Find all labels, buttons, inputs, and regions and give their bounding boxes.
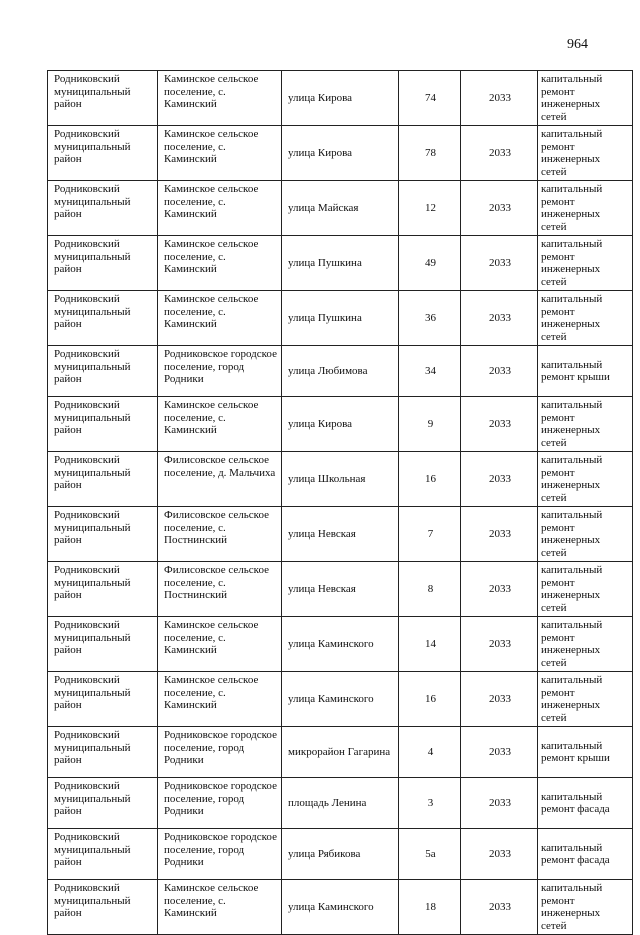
table-row	[48, 672, 633, 727]
street-cell: улица Невская	[282, 507, 399, 562]
table-row	[48, 880, 633, 935]
table-row	[48, 727, 633, 778]
table-row	[48, 829, 633, 880]
house-number-cell: 3	[399, 778, 461, 829]
district-cell: Родниковский муниципальный район	[48, 291, 158, 346]
house-number-cell: 16	[399, 672, 461, 727]
year-cell: 2033	[461, 126, 538, 181]
page-number: 964	[567, 37, 588, 52]
district-cell: Родниковский муниципальный район	[48, 507, 158, 562]
settlement-cell: Каминское сельское поселение, с. Каминский	[158, 291, 282, 346]
street-cell: улица Пушкина	[282, 236, 399, 291]
district-cell: Родниковский муниципальный район	[48, 346, 158, 397]
table-row	[48, 452, 633, 507]
work-type-cell: капитальный ремонт инженерных сетей	[538, 562, 633, 617]
street-cell: улица Кирова	[282, 71, 399, 126]
house-number-cell: 49	[399, 236, 461, 291]
work-type-cell: капитальный ремонт инженерных сетей	[538, 397, 633, 452]
work-type-cell: капитальный ремонт инженерных сетей	[538, 181, 633, 236]
settlement-cell: Каминское сельское поселение, с. Каминский	[158, 181, 282, 236]
district-cell: Родниковский муниципальный район	[48, 672, 158, 727]
district-cell: Родниковский муниципальный район	[48, 71, 158, 126]
year-cell: 2033	[461, 880, 538, 935]
district-cell: Родниковский муниципальный район	[48, 829, 158, 880]
settlement-cell: Филисовское сельское поселение, д. Мальчиха	[158, 452, 282, 507]
settlement-cell: Каминское сельское поселение, с. Каминский	[158, 672, 282, 727]
year-cell: 2033	[461, 236, 538, 291]
table-row	[48, 71, 633, 126]
district-cell: Родниковский муниципальный район	[48, 236, 158, 291]
street-cell: улица Каминского	[282, 617, 399, 672]
street-cell: улица Майская	[282, 181, 399, 236]
year-cell: 2033	[461, 397, 538, 452]
settlement-cell: Каминское сельское поселение, с. Каминский	[158, 236, 282, 291]
house-number-cell: 18	[399, 880, 461, 935]
district-cell: Родниковский муниципальный район	[48, 126, 158, 181]
street-cell: улица Школьная	[282, 452, 399, 507]
table-row	[48, 291, 633, 346]
settlement-cell: Родниковское городское поселение, город Родники	[158, 727, 282, 778]
settlement-cell: Родниковское городское поселение, город Родники	[158, 778, 282, 829]
table-row	[48, 181, 633, 236]
work-type-cell: капитальный ремонт фасада	[538, 829, 633, 880]
work-type-cell: капитальный ремонт инженерных сетей	[538, 126, 633, 181]
settlement-cell: Каминское сельское поселение, с. Каминский	[158, 126, 282, 181]
work-type-cell: капитальный ремонт инженерных сетей	[538, 617, 633, 672]
year-cell: 2033	[461, 829, 538, 880]
district-cell: Родниковский муниципальный район	[48, 617, 158, 672]
settlement-cell: Родниковское городское поселение, город Родники	[158, 829, 282, 880]
table-row	[48, 236, 633, 291]
work-type-cell: капитальный ремонт фасада	[538, 778, 633, 829]
district-cell: Родниковский муниципальный район	[48, 727, 158, 778]
settlement-cell: Каминское сельское поселение, с. Каминский	[158, 880, 282, 935]
work-type-cell: капитальный ремонт инженерных сетей	[538, 71, 633, 126]
year-cell: 2033	[461, 727, 538, 778]
year-cell: 2033	[461, 346, 538, 397]
house-number-cell: 4	[399, 727, 461, 778]
work-type-cell: капитальный ремонт инженерных сетей	[538, 236, 633, 291]
work-type-cell: капитальный ремонт инженерных сетей	[538, 291, 633, 346]
district-cell: Родниковский муниципальный район	[48, 397, 158, 452]
year-cell: 2033	[461, 181, 538, 236]
work-type-cell: капитальный ремонт крыши	[538, 346, 633, 397]
district-cell: Родниковский муниципальный район	[48, 562, 158, 617]
street-cell: улица Кирова	[282, 126, 399, 181]
settlement-cell: Филисовское сельское поселение, с. Постнинский	[158, 562, 282, 617]
house-number-cell: 9	[399, 397, 461, 452]
house-number-cell: 7	[399, 507, 461, 562]
table-row	[48, 126, 633, 181]
settlement-cell: Каминское сельское поселение, с. Каминский	[158, 617, 282, 672]
district-cell: Родниковский муниципальный район	[48, 778, 158, 829]
year-cell: 2033	[461, 617, 538, 672]
table-row	[48, 397, 633, 452]
street-cell: площадь Ленина	[282, 778, 399, 829]
street-cell: улица Пушкина	[282, 291, 399, 346]
settlement-cell: Родниковское городское поселение, город Родники	[158, 346, 282, 397]
house-number-cell: 8	[399, 562, 461, 617]
house-number-cell: 16	[399, 452, 461, 507]
district-cell: Родниковский муниципальный район	[48, 452, 158, 507]
year-cell: 2033	[461, 562, 538, 617]
table-row	[48, 562, 633, 617]
house-number-cell: 74	[399, 71, 461, 126]
street-cell: улица Кирова	[282, 397, 399, 452]
house-number-cell: 12	[399, 181, 461, 236]
house-number-cell: 14	[399, 617, 461, 672]
table-row	[48, 617, 633, 672]
street-cell: улица Невская	[282, 562, 399, 617]
settlement-cell: Каминское сельское поселение, с. Каминский	[158, 397, 282, 452]
housing-repair-table	[47, 70, 633, 935]
year-cell: 2033	[461, 291, 538, 346]
work-type-cell: капитальный ремонт инженерных сетей	[538, 672, 633, 727]
work-type-cell: капитальный ремонт крыши	[538, 727, 633, 778]
year-cell: 2033	[461, 452, 538, 507]
street-cell: улица Рябикова	[282, 829, 399, 880]
work-type-cell: капитальный ремонт инженерных сетей	[538, 507, 633, 562]
year-cell: 2033	[461, 778, 538, 829]
year-cell: 2033	[461, 71, 538, 126]
street-cell: улица Каминского	[282, 880, 399, 935]
work-type-cell: капитальный ремонт инженерных сетей	[538, 452, 633, 507]
house-number-cell: 5а	[399, 829, 461, 880]
house-number-cell: 78	[399, 126, 461, 181]
street-cell: улица Каминского	[282, 672, 399, 727]
settlement-cell: Каминское сельское поселение, с. Каминский	[158, 71, 282, 126]
street-cell: улица Любимова	[282, 346, 399, 397]
street-cell: микрорайон Гагарина	[282, 727, 399, 778]
table-row	[48, 778, 633, 829]
house-number-cell: 36	[399, 291, 461, 346]
settlement-cell: Филисовское сельское поселение, с. Постнинский	[158, 507, 282, 562]
district-cell: Родниковский муниципальный район	[48, 880, 158, 935]
year-cell: 2033	[461, 672, 538, 727]
year-cell: 2033	[461, 507, 538, 562]
table-row	[48, 507, 633, 562]
table-row	[48, 346, 633, 397]
house-number-cell: 34	[399, 346, 461, 397]
work-type-cell: капитальный ремонт инженерных сетей	[538, 880, 633, 935]
district-cell: Родниковский муниципальный район	[48, 181, 158, 236]
